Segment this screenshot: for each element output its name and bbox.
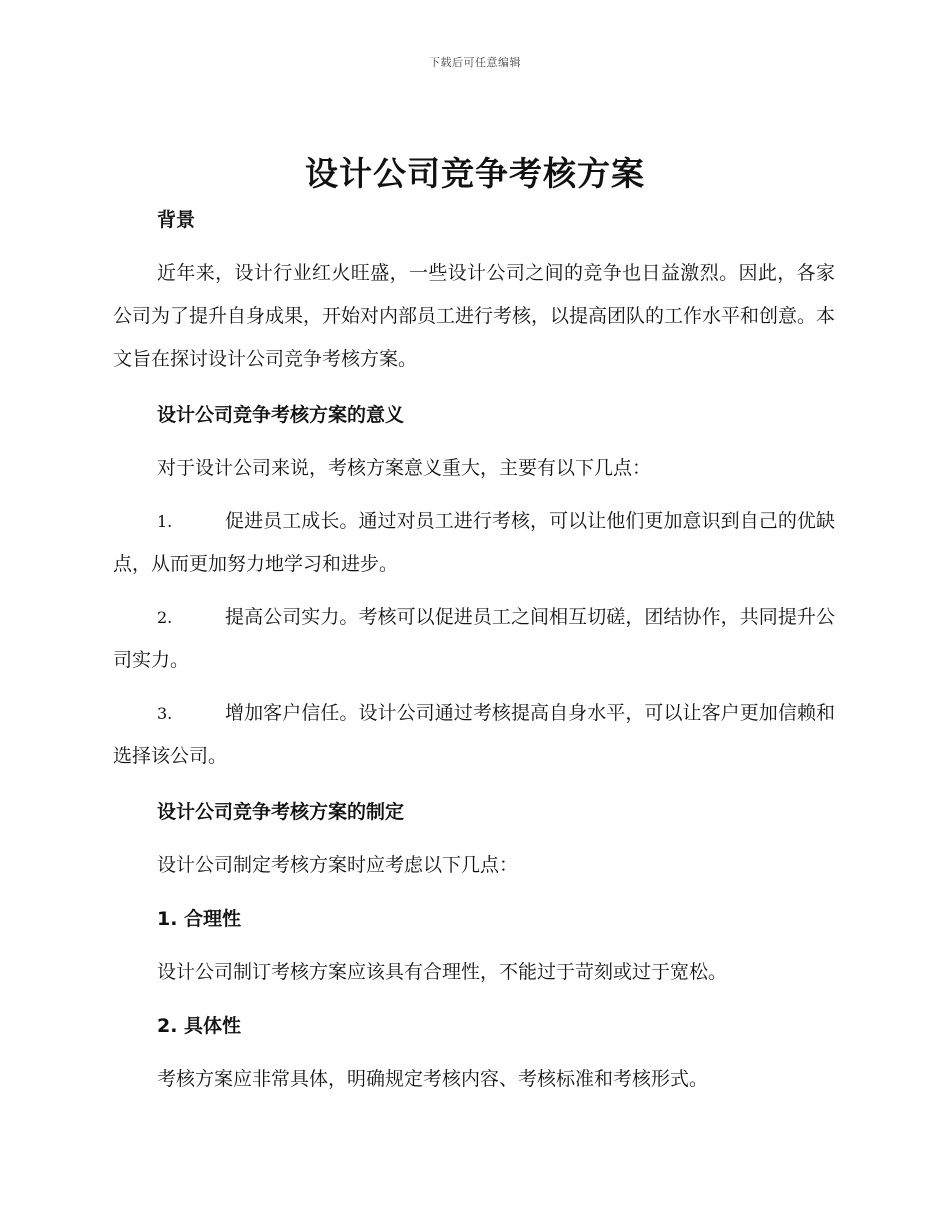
- header-note: 下载后可任意编辑: [429, 56, 521, 69]
- list-item: [113, 692, 835, 778]
- document-title: 设计公司竞争考核方案: [305, 154, 645, 193]
- list-item-text: 提高公司实力。考核可以促进员工之间相互切磋，团结协作，共同提升公司实力。: [113, 606, 835, 671]
- document-body: [113, 198, 835, 1101]
- list-item-text: 增加客户信任。设计公司通过考核提高自身水平，可以让客户更加信赖和选择该公司。: [113, 702, 835, 767]
- paragraph-background: 近年来，设计行业红火旺盛，一些设计公司之间的竞争也日益激烈。因此，各家公司为了提升自身成果，开始对内部员工进行考核，以提高团队的工作水平和创意。本文旨在探讨设计公司竞争考核方案。: [113, 262, 836, 370]
- section-heading-formulation: 设计公司竞争考核方案的制定: [157, 801, 405, 823]
- list-item: [113, 500, 835, 586]
- subheading-point-1: 1. 合理性: [157, 908, 242, 930]
- list-item-text: 促进员工成长。通过对员工进行考核，可以让他们更加意识到自己的优缺点，从而更加努力地学习和进步。: [113, 510, 835, 575]
- list-item-number: 1.: [157, 512, 173, 531]
- list-item-number: 2.: [157, 608, 173, 627]
- list-item: [113, 596, 835, 682]
- paragraph-formulation-intro: 设计公司制定考核方案时应考虑以下几点：: [157, 854, 519, 876]
- paragraph-point-2: 考核方案应非常具体，明确规定考核内容、考核标准和考核形式。: [157, 1068, 709, 1090]
- section-heading-meaning: 设计公司竞争考核方案的意义: [157, 404, 405, 426]
- paragraph-point-1: 设计公司制订考核方案应该具有合理性，不能过于苛刻或过于宽松。: [157, 961, 728, 983]
- subheading-point-2: 2. 具体性: [157, 1015, 242, 1037]
- list-item-number: 3.: [157, 704, 173, 723]
- section-heading-background: 背景: [157, 209, 196, 231]
- paragraph-meaning-intro: 对于设计公司来说，考核方案意义重大，主要有以下几点：: [157, 457, 652, 479]
